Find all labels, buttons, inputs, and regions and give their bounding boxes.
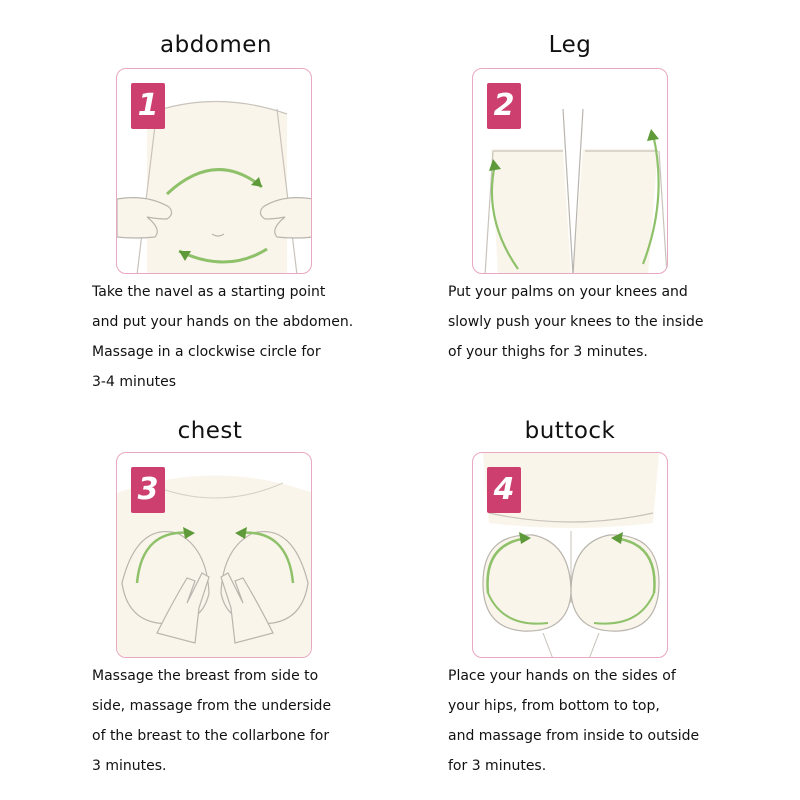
buttock-description — [448, 661, 748, 781]
description-line: for 3 minutes. — [448, 758, 547, 774]
step-2-badge: 2 — [487, 83, 521, 129]
leg-illustration — [472, 68, 668, 274]
chest-title: chest — [177, 418, 243, 444]
description-line: of your thighs for 3 minutes. — [448, 344, 648, 360]
abdomen-description — [92, 277, 392, 397]
description-line: 3 minutes. — [92, 758, 167, 774]
buttock-illustration — [472, 452, 668, 658]
description-line: Take the navel as a starting point — [92, 284, 326, 300]
chest-illustration — [116, 452, 312, 658]
description-line: of the breast to the collarbone for — [92, 728, 330, 744]
description-line: and massage from inside to outside — [448, 728, 700, 744]
abdomen-illustration — [116, 68, 312, 274]
description-line: your hips, from bottom to top, — [448, 698, 660, 714]
buttock-title: buttock — [524, 418, 616, 444]
description-line: slowly push your knees to the inside — [448, 314, 704, 330]
chest-description — [92, 661, 392, 781]
description-line: and put your hands on the abdomen. — [92, 314, 354, 330]
step-1-badge: 1 — [131, 83, 165, 129]
step-4-badge: 4 — [487, 467, 521, 513]
description-line: 3-4 minutes — [92, 374, 176, 390]
description-line: side, massage from the underside — [92, 698, 332, 714]
leg-description — [448, 277, 748, 367]
description-line: Put your palms on your knees and — [448, 284, 688, 300]
description-line: Place your hands on the sides of — [448, 668, 676, 684]
step-3-badge: 3 — [131, 467, 165, 513]
abdomen-title: abdomen — [160, 32, 272, 58]
description-line: Massage the breast from side to — [92, 668, 319, 684]
leg-title: Leg — [548, 32, 592, 58]
description-line: Massage in a clockwise circle for — [92, 344, 321, 360]
